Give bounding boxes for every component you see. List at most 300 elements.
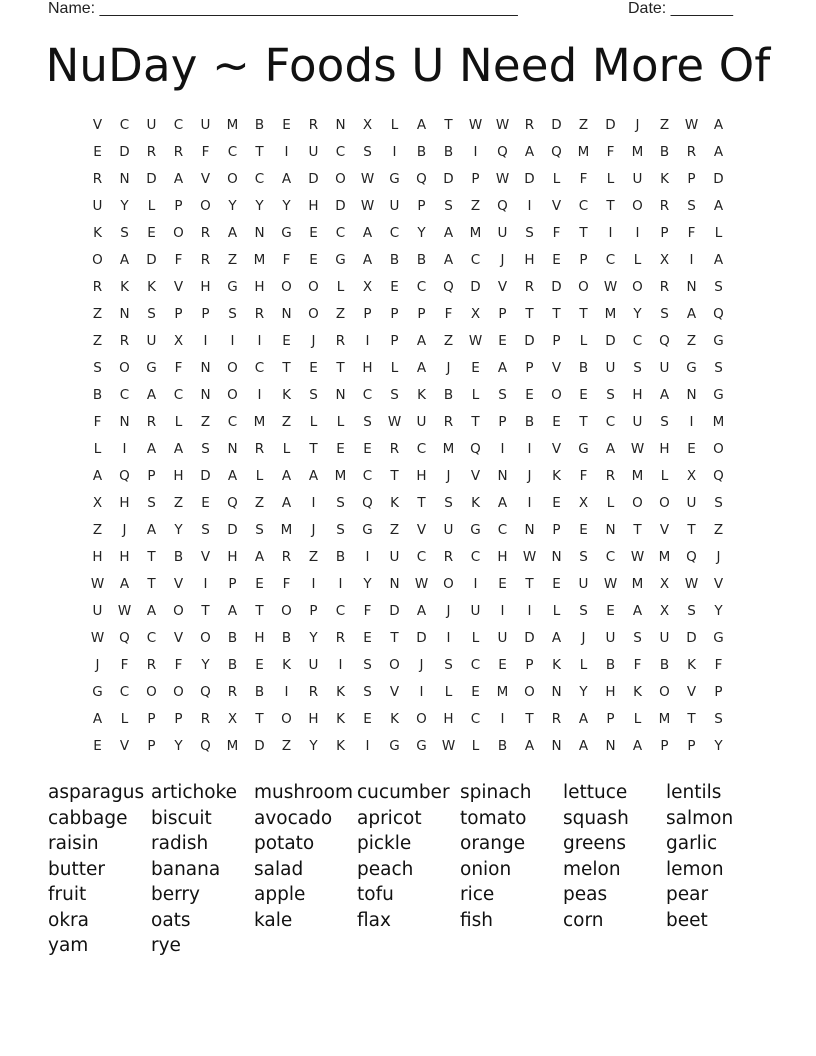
grid-letter[interactable]: A [119, 252, 130, 268]
grid-letter[interactable]: I [473, 144, 478, 160]
grid-letter[interactable]: I [284, 144, 289, 160]
grid-letter[interactable]: T [633, 522, 642, 538]
grid-letter[interactable]: E [579, 522, 588, 538]
grid-letter[interactable]: Y [174, 738, 183, 754]
grid-letter[interactable]: P [552, 333, 561, 349]
grid-letter[interactable]: V [551, 198, 562, 214]
grid-letter[interactable]: A [146, 387, 157, 403]
grid-letter[interactable]: W [387, 414, 402, 430]
grid-letter[interactable]: H [227, 549, 238, 565]
grid-letter[interactable]: N [254, 225, 265, 241]
grid-letter[interactable]: E [255, 576, 264, 592]
grid-letter[interactable]: X [686, 468, 697, 484]
grid-letter[interactable]: A [713, 198, 724, 214]
grid-letter[interactable]: D [470, 279, 481, 295]
grid-letter[interactable]: N [551, 549, 562, 565]
grid-letter[interactable]: F [93, 414, 102, 430]
grid-letter[interactable]: A [281, 495, 292, 511]
grid-letter[interactable]: X [362, 117, 373, 133]
grid-letter[interactable]: E [525, 387, 534, 403]
grid-letter[interactable]: H [524, 252, 535, 268]
grid-letter[interactable]: R [308, 117, 319, 133]
grid-letter[interactable]: K [336, 738, 345, 754]
grid-letter[interactable]: I [365, 738, 370, 754]
grid-letter[interactable]: Z [443, 333, 454, 349]
grid-letter[interactable]: L [444, 684, 453, 700]
grid-letter[interactable]: A [227, 603, 238, 619]
grid-letter[interactable]: Q [119, 468, 130, 484]
grid-letter[interactable]: E [282, 117, 291, 133]
grid-letter[interactable]: E [201, 495, 210, 511]
grid-letter[interactable]: K [552, 657, 561, 673]
grid-letter[interactable]: V [713, 576, 724, 592]
grid-letter[interactable]: D [389, 603, 400, 619]
grid-letter[interactable]: A [173, 441, 184, 457]
grid-letter[interactable]: R [659, 279, 670, 295]
grid-letter[interactable]: A [632, 738, 643, 754]
grid-letter[interactable]: P [525, 657, 534, 673]
grid-letter[interactable]: O [308, 279, 319, 295]
grid-letter[interactable]: E [282, 333, 291, 349]
grid-letter[interactable]: P [228, 576, 237, 592]
grid-letter[interactable]: T [201, 603, 210, 619]
grid-letter[interactable]: S [147, 306, 156, 322]
grid-letter[interactable]: N [281, 306, 292, 322]
grid-letter[interactable]: A [632, 603, 643, 619]
grid-letter[interactable]: V [470, 468, 481, 484]
grid-letter[interactable]: Z [308, 549, 319, 565]
grid-letter[interactable]: S [390, 387, 399, 403]
grid-letter[interactable]: F [606, 144, 615, 160]
grid-letter[interactable]: L [471, 387, 480, 403]
grid-letter[interactable]: B [389, 252, 400, 268]
grid-letter[interactable]: L [93, 441, 102, 457]
grid-letter[interactable]: K [282, 657, 291, 673]
grid-letter[interactable]: Y [255, 198, 264, 214]
grid-letter[interactable]: S [714, 279, 723, 295]
grid-letter[interactable]: T [255, 144, 264, 160]
grid-letter[interactable]: J [446, 360, 451, 376]
grid-letter[interactable]: R [605, 468, 616, 484]
grid-letter[interactable]: C [416, 441, 427, 457]
grid-letter[interactable]: B [335, 549, 346, 565]
grid-letter[interactable]: E [309, 252, 318, 268]
grid-letter[interactable]: R [335, 333, 346, 349]
grid-letter[interactable]: C [416, 279, 427, 295]
grid-letter[interactable]: Y [201, 657, 210, 673]
grid-letter[interactable]: O [578, 279, 589, 295]
grid-letter[interactable]: I [527, 495, 532, 511]
grid-letter[interactable]: B [497, 738, 508, 754]
grid-letter[interactable]: U [308, 657, 319, 673]
grid-letter[interactable]: A [713, 117, 724, 133]
grid-letter[interactable]: Z [92, 522, 103, 538]
grid-letter[interactable]: E [606, 603, 615, 619]
grid-letter[interactable]: X [173, 333, 184, 349]
grid-letter[interactable]: B [227, 630, 238, 646]
grid-letter[interactable]: A [713, 252, 724, 268]
grid-letter[interactable]: K [660, 171, 669, 187]
grid-letter[interactable]: G [713, 387, 724, 403]
grid-letter[interactable]: N [551, 738, 562, 754]
grid-letter[interactable]: R [686, 144, 697, 160]
grid-letter[interactable]: D [605, 333, 616, 349]
grid-letter[interactable]: K [390, 711, 399, 727]
grid-letter[interactable]: M [253, 252, 266, 268]
grid-letter[interactable]: Z [713, 522, 724, 538]
grid-letter[interactable]: V [173, 630, 184, 646]
grid-letter[interactable]: J [122, 522, 127, 538]
grid-letter[interactable]: H [92, 549, 103, 565]
grid-letter[interactable]: W [495, 117, 510, 133]
grid-letter[interactable]: U [200, 117, 211, 133]
grid-letter[interactable]: B [254, 117, 265, 133]
grid-letter[interactable]: Y [309, 630, 318, 646]
grid-letter[interactable]: C [119, 117, 130, 133]
grid-letter[interactable]: U [146, 117, 157, 133]
grid-letter[interactable]: O [200, 198, 211, 214]
grid-letter[interactable]: L [390, 117, 399, 133]
grid-letter[interactable]: U [632, 414, 643, 430]
grid-letter[interactable]: Z [578, 117, 589, 133]
grid-letter[interactable]: H [173, 468, 184, 484]
grid-letter[interactable]: M [280, 522, 293, 538]
grid-letter[interactable]: L [633, 252, 642, 268]
grid-letter[interactable]: C [335, 144, 346, 160]
grid-letter[interactable]: I [527, 441, 532, 457]
grid-letter[interactable]: Z [92, 306, 103, 322]
grid-letter[interactable]: C [632, 333, 643, 349]
grid-letter[interactable]: V [200, 171, 211, 187]
grid-letter[interactable]: F [201, 144, 210, 160]
grid-letter[interactable]: J [716, 549, 721, 565]
grid-letter[interactable]: R [524, 279, 535, 295]
grid-letter[interactable]: A [281, 171, 292, 187]
grid-letter[interactable]: B [227, 657, 238, 673]
grid-letter[interactable]: A [659, 387, 670, 403]
grid-letter[interactable]: G [713, 333, 724, 349]
grid-letter[interactable]: B [254, 684, 265, 700]
grid-letter[interactable]: O [119, 360, 130, 376]
grid-letter[interactable]: C [605, 549, 616, 565]
grid-letter[interactable]: J [500, 252, 505, 268]
grid-letter[interactable]: T [687, 522, 696, 538]
grid-letter[interactable]: S [606, 387, 615, 403]
grid-letter[interactable]: M [253, 414, 266, 430]
grid-letter[interactable]: X [578, 495, 589, 511]
grid-letter[interactable]: Y [579, 684, 588, 700]
grid-letter[interactable]: N [119, 171, 130, 187]
grid-letter[interactable]: I [527, 198, 532, 214]
grid-letter[interactable]: A [281, 468, 292, 484]
grid-letter[interactable]: U [578, 576, 589, 592]
grid-letter[interactable]: W [468, 333, 483, 349]
grid-letter[interactable]: Y [120, 198, 129, 214]
grid-letter[interactable]: W [684, 576, 699, 592]
grid-letter[interactable]: H [254, 279, 265, 295]
grid-letter[interactable]: U [146, 333, 157, 349]
grid-letter[interactable]: N [686, 279, 697, 295]
grid-letter[interactable]: B [578, 360, 589, 376]
grid-letter[interactable]: O [281, 279, 292, 295]
grid-letter[interactable]: P [309, 603, 318, 619]
grid-letter[interactable]: T [552, 306, 561, 322]
grid-letter[interactable]: L [309, 414, 318, 430]
grid-letter[interactable]: R [551, 711, 562, 727]
grid-letter[interactable]: B [659, 144, 670, 160]
grid-letter[interactable]: S [201, 522, 210, 538]
grid-letter[interactable]: T [390, 468, 399, 484]
grid-letter[interactable]: C [470, 252, 481, 268]
grid-letter[interactable]: A [686, 306, 697, 322]
grid-letter[interactable]: K [282, 387, 291, 403]
grid-letter[interactable]: C [173, 117, 184, 133]
grid-letter[interactable]: R [200, 252, 211, 268]
grid-letter[interactable]: V [497, 279, 508, 295]
grid-letter[interactable]: S [444, 198, 453, 214]
grid-letter[interactable]: X [470, 306, 481, 322]
grid-letter[interactable]: A [605, 441, 616, 457]
grid-letter[interactable]: K [417, 387, 426, 403]
grid-letter[interactable]: S [120, 225, 129, 241]
grid-letter[interactable]: U [605, 360, 616, 376]
grid-letter[interactable]: Q [362, 495, 373, 511]
grid-letter[interactable]: P [687, 738, 696, 754]
grid-letter[interactable]: I [689, 252, 694, 268]
grid-letter[interactable]: B [659, 657, 670, 673]
grid-letter[interactable]: F [633, 657, 642, 673]
grid-letter[interactable]: Z [254, 495, 265, 511]
grid-letter[interactable]: C [416, 549, 427, 565]
grid-letter[interactable]: E [336, 441, 345, 457]
grid-letter[interactable]: G [146, 360, 157, 376]
grid-letter[interactable]: Z [335, 306, 346, 322]
grid-letter[interactable]: J [311, 333, 316, 349]
grid-letter[interactable]: Z [173, 495, 184, 511]
grid-letter[interactable]: V [173, 576, 184, 592]
grid-letter[interactable]: H [119, 549, 130, 565]
grid-letter[interactable]: G [713, 630, 724, 646]
grid-letter[interactable]: G [470, 522, 481, 538]
grid-letter[interactable]: L [552, 171, 561, 187]
grid-letter[interactable]: A [146, 441, 157, 457]
grid-letter[interactable]: H [659, 441, 670, 457]
grid-letter[interactable]: C [335, 603, 346, 619]
grid-letter[interactable]: K [93, 225, 102, 241]
grid-letter[interactable]: H [362, 360, 373, 376]
grid-letter[interactable]: I [311, 576, 316, 592]
grid-letter[interactable]: A [92, 711, 103, 727]
grid-letter[interactable]: I [284, 684, 289, 700]
grid-letter[interactable]: D [443, 171, 454, 187]
grid-letter[interactable]: C [227, 144, 238, 160]
grid-letter[interactable]: T [309, 441, 318, 457]
grid-letter[interactable]: T [255, 603, 264, 619]
grid-letter[interactable]: A [146, 603, 157, 619]
grid-letter[interactable]: W [90, 630, 105, 646]
grid-letter[interactable]: L [120, 711, 129, 727]
grid-letter[interactable]: R [227, 684, 238, 700]
grid-letter[interactable]: S [660, 414, 669, 430]
grid-letter[interactable]: N [497, 468, 508, 484]
grid-letter[interactable]: I [419, 684, 424, 700]
grid-letter[interactable]: O [389, 657, 400, 673]
grid-letter[interactable]: W [468, 117, 483, 133]
grid-letter[interactable]: D [524, 333, 535, 349]
grid-letter[interactable]: I [203, 333, 208, 349]
grid-letter[interactable]: O [200, 630, 211, 646]
grid-letter[interactable]: L [579, 657, 588, 673]
grid-letter[interactable]: E [579, 387, 588, 403]
grid-letter[interactable]: S [363, 657, 372, 673]
grid-letter[interactable]: I [473, 576, 478, 592]
grid-letter[interactable]: C [146, 630, 157, 646]
grid-letter[interactable]: G [578, 441, 589, 457]
grid-letter[interactable]: L [471, 630, 480, 646]
grid-letter[interactable]: I [500, 603, 505, 619]
grid-letter[interactable]: Q [443, 279, 454, 295]
grid-letter[interactable]: A [227, 468, 238, 484]
grid-letter[interactable]: R [146, 144, 157, 160]
grid-letter[interactable]: U [389, 549, 400, 565]
grid-letter[interactable]: N [389, 576, 400, 592]
grid-letter[interactable]: S [633, 630, 642, 646]
grid-letter[interactable]: Q [713, 468, 724, 484]
grid-letter[interactable]: S [444, 495, 453, 511]
grid-letter[interactable]: A [416, 333, 427, 349]
grid-letter[interactable]: C [254, 360, 265, 376]
grid-letter[interactable]: X [362, 279, 373, 295]
grid-letter[interactable]: K [687, 657, 696, 673]
grid-letter[interactable]: S [255, 522, 264, 538]
word-search-grid[interactable] [84, 112, 732, 760]
grid-letter[interactable]: L [471, 738, 480, 754]
grid-letter[interactable]: D [200, 468, 211, 484]
grid-letter[interactable]: L [714, 225, 723, 241]
grid-letter[interactable]: S [309, 387, 318, 403]
grid-letter[interactable]: R [146, 657, 157, 673]
grid-letter[interactable]: G [416, 738, 427, 754]
grid-letter[interactable]: V [659, 522, 670, 538]
grid-letter[interactable]: R [524, 117, 535, 133]
grid-letter[interactable]: L [147, 198, 156, 214]
grid-letter[interactable]: B [443, 387, 454, 403]
grid-letter[interactable]: J [419, 657, 424, 673]
grid-letter[interactable]: C [362, 387, 373, 403]
grid-letter[interactable]: O [713, 441, 724, 457]
grid-letter[interactable]: M [631, 468, 644, 484]
grid-letter[interactable]: A [416, 360, 427, 376]
grid-letter[interactable]: J [446, 603, 451, 619]
grid-letter[interactable]: B [605, 657, 616, 673]
grid-letter[interactable]: I [338, 657, 343, 673]
grid-letter[interactable]: S [525, 225, 534, 241]
grid-letter[interactable]: O [173, 684, 184, 700]
grid-letter[interactable]: R [335, 630, 346, 646]
grid-letter[interactable]: O [632, 198, 643, 214]
grid-letter[interactable]: P [147, 468, 156, 484]
grid-letter[interactable]: S [336, 522, 345, 538]
grid-letter[interactable]: P [174, 711, 183, 727]
grid-letter[interactable]: A [551, 630, 562, 646]
grid-letter[interactable]: G [362, 522, 373, 538]
grid-letter[interactable]: U [443, 522, 454, 538]
grid-letter[interactable]: H [308, 198, 319, 214]
grid-letter[interactable]: O [146, 684, 157, 700]
grid-letter[interactable]: S [336, 495, 345, 511]
grid-letter[interactable]: N [524, 522, 535, 538]
grid-letter[interactable]: T [417, 495, 426, 511]
grid-letter[interactable]: P [201, 306, 210, 322]
grid-letter[interactable]: O [551, 387, 562, 403]
grid-letter[interactable]: M [442, 441, 455, 457]
grid-letter[interactable]: P [417, 306, 426, 322]
grid-letter[interactable]: O [335, 171, 346, 187]
grid-letter[interactable]: F [120, 657, 129, 673]
grid-letter[interactable]: Y [714, 603, 723, 619]
grid-letter[interactable]: P [417, 198, 426, 214]
grid-letter[interactable]: R [443, 549, 454, 565]
grid-letter[interactable]: J [95, 657, 100, 673]
grid-letter[interactable]: S [363, 684, 372, 700]
grid-letter[interactable]: T [687, 711, 696, 727]
grid-letter[interactable]: S [93, 360, 102, 376]
grid-letter[interactable]: G [389, 738, 400, 754]
grid-letter[interactable]: Z [470, 198, 481, 214]
grid-letter[interactable]: A [146, 522, 157, 538]
grid-letter[interactable]: T [390, 630, 399, 646]
grid-letter[interactable]: I [365, 549, 370, 565]
grid-letter[interactable]: D [254, 738, 265, 754]
grid-letter[interactable]: I [230, 333, 235, 349]
grid-letter[interactable]: Q [497, 198, 508, 214]
grid-letter[interactable]: B [416, 144, 427, 160]
grid-letter[interactable]: L [660, 468, 669, 484]
grid-letter[interactable]: C [470, 657, 481, 673]
grid-letter[interactable]: A [443, 225, 454, 241]
grid-letter[interactable]: E [309, 360, 318, 376]
grid-letter[interactable]: G [281, 225, 292, 241]
grid-letter[interactable]: L [174, 414, 183, 430]
grid-letter[interactable]: D [551, 279, 562, 295]
grid-letter[interactable]: E [498, 333, 507, 349]
grid-letter[interactable]: O [173, 603, 184, 619]
grid-letter[interactable]: W [630, 549, 645, 565]
grid-letter[interactable]: T [255, 711, 264, 727]
grid-letter[interactable]: S [201, 441, 210, 457]
grid-letter[interactable]: S [228, 306, 237, 322]
grid-letter[interactable]: O [227, 387, 238, 403]
grid-letter[interactable]: Q [713, 306, 724, 322]
grid-letter[interactable]: O [92, 252, 103, 268]
grid-letter[interactable]: N [200, 387, 211, 403]
grid-letter[interactable]: U [308, 144, 319, 160]
grid-letter[interactable]: M [226, 738, 239, 754]
grid-letter[interactable]: M [658, 549, 671, 565]
grid-letter[interactable]: G [335, 252, 346, 268]
grid-letter[interactable]: W [441, 738, 456, 754]
grid-letter[interactable]: Z [281, 414, 292, 430]
grid-letter[interactable]: L [336, 279, 345, 295]
grid-letter[interactable]: P [174, 198, 183, 214]
grid-letter[interactable]: F [282, 252, 291, 268]
grid-letter[interactable]: O [659, 495, 670, 511]
grid-letter[interactable]: S [714, 360, 723, 376]
grid-letter[interactable]: W [603, 576, 618, 592]
grid-letter[interactable]: S [444, 657, 453, 673]
grid-letter[interactable]: C [227, 414, 238, 430]
grid-letter[interactable]: R [200, 711, 211, 727]
